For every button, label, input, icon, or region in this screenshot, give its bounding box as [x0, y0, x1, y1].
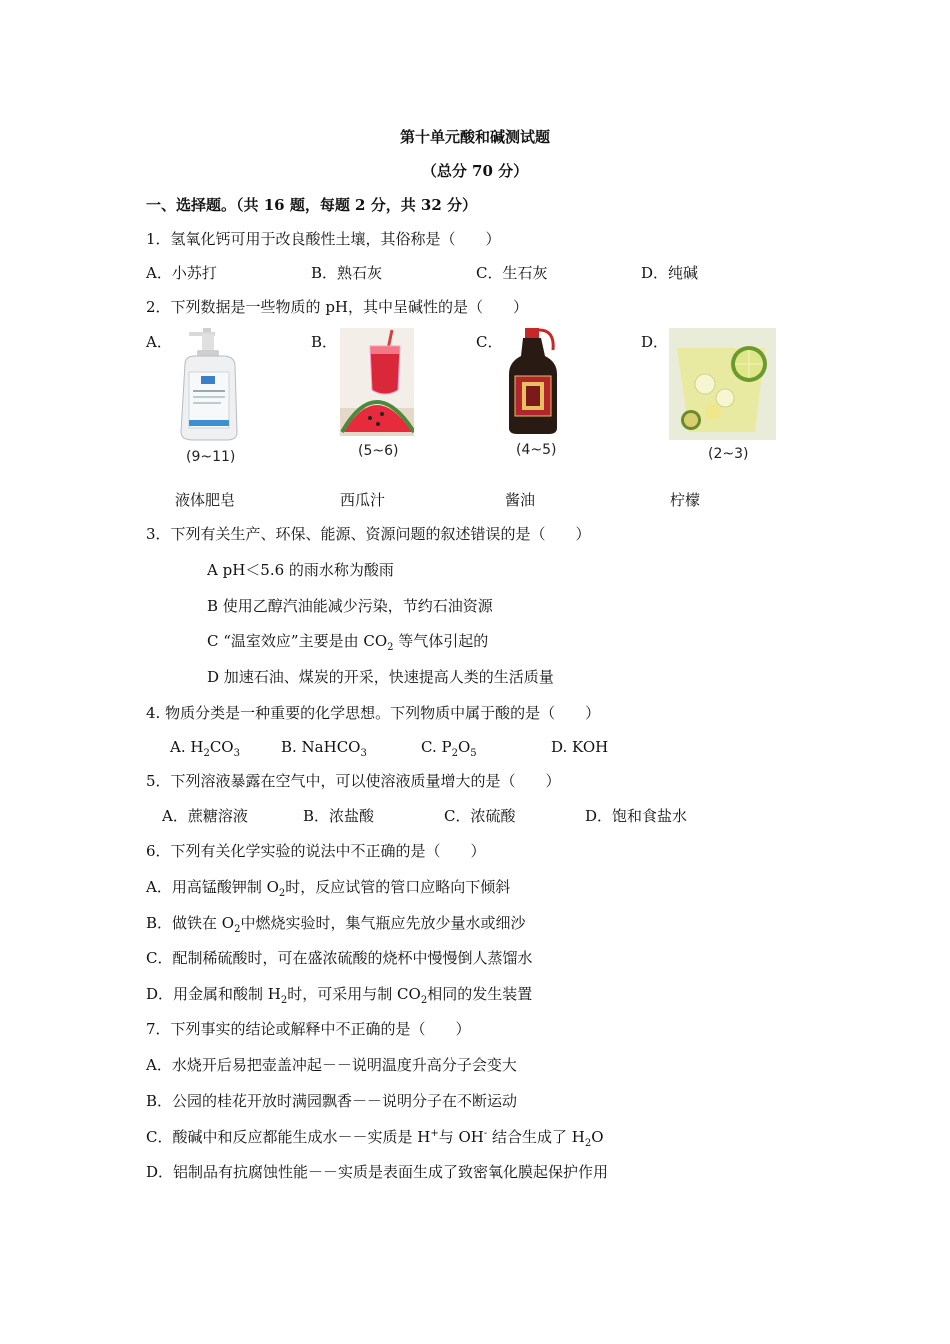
q5-option-c: C．浓硫酸 — [444, 807, 516, 825]
q3-option-b: B 使用乙醇汽油能减少污染，节约石油资源 — [207, 597, 493, 615]
q2-option-b-ph: (5~6) — [358, 443, 399, 459]
q2-option-c-ph: (4~5) — [516, 442, 557, 458]
q6-option-b: B．做铁在 $O_2$中燃烧实验时，集气瓶应先放少量水或细沙 — [146, 914, 526, 935]
q6-option-c: C．配制稀硫酸时，可在盛浓硫酸的烧杯中慢慢倒人蒸馏水 — [146, 949, 533, 967]
question-2-stem: 2．下列数据是一些物质的 pH，其中呈碱性的是（ ） — [146, 298, 528, 316]
soy-sauce-image — [505, 328, 561, 436]
question-3-stem: 3．下列有关生产、环保、能源、资源问题的叙述错误的是（ ） — [146, 525, 591, 543]
q4-option-c: C. $P_2O_5$ — [421, 738, 477, 759]
q2-option-b-letter: B． — [311, 333, 338, 351]
q3-option-a: A pH＜5.6 的雨水称为酸雨 — [207, 561, 394, 579]
q2-option-c-letter: C． — [476, 333, 503, 351]
q2-option-a-letter: A． — [146, 333, 172, 351]
q4-option-d: D. KOH — [551, 738, 609, 756]
section-heading: 一、选择题。（共 16 题，每题 2 分，共 32 分） — [146, 196, 478, 214]
q2-option-a-ph: (9~11) — [186, 449, 236, 465]
q2-option-d-letter: D． — [641, 333, 669, 351]
q5-option-a: A．蔗糖溶液 — [162, 807, 248, 825]
question-6-stem: 6．下列有关化学实验的说法中不正确的是（ ） — [146, 842, 486, 860]
q5-option-d: D．饱和食盐水 — [585, 807, 688, 825]
q2-option-b-name: 西瓜汁 — [340, 491, 386, 509]
watermelon-juice-image — [340, 328, 414, 436]
question-5-stem: 5．下列溶液暴露在空气中，可以使溶液质量增大的是（ ） — [146, 772, 561, 790]
page-subtitle: （总分 70 分） — [421, 162, 529, 180]
q4-option-a: A. $H_2CO_3$ — [170, 738, 240, 759]
q2-option-a-name: 液体肥皂 — [175, 491, 236, 509]
q7-option-b: B．公园的桂花开放时满园飘香－－说明分子在不断运动 — [146, 1092, 518, 1110]
q1-option-b: B．熟石灰 — [311, 264, 383, 282]
q3-option-c: C “温室效应”主要是由 $CO_2$ 等气体引起的 — [207, 632, 489, 653]
liquid-soap-image — [175, 328, 245, 443]
q1-option-a: A．小苏打 — [146, 264, 217, 282]
q2-option-c-name: 酱油 — [505, 491, 536, 509]
q2-option-d-name: 柠檬 — [670, 491, 701, 509]
question-7-stem: 7．下列事实的结论或解释中不正确的是（ ） — [146, 1020, 471, 1038]
question-1-stem: 1．氢氧化钙可用于改良酸性土壤，其俗称是（ ） — [146, 230, 501, 248]
q7-option-d: D．铝制品有抗腐蚀性能－－实质是表面生成了致密氧化膜起保护作用 — [146, 1163, 609, 1181]
q6-option-d: D．用金属和酸制 $H_2$时，可采用与制 $CO_2$相同的发生装置 — [146, 985, 533, 1006]
q2-option-d-ph: (2~3) — [708, 446, 749, 462]
lemon-drink-image — [669, 328, 776, 440]
q7-option-a: A．水烧开后易把壶盖冲起－－说明温度升高分子会变大 — [146, 1056, 517, 1074]
q5-option-b: B．浓盐酸 — [303, 807, 375, 825]
page-title: 第十单元酸和碱测试题 — [399, 128, 550, 146]
q1-option-d: D．纯碱 — [641, 264, 699, 282]
q1-option-c: C．生石灰 — [476, 264, 548, 282]
q4-option-b: B. NaHCO$_3$ — [281, 738, 367, 759]
question-4-stem: 4. 物质分类是一种重要的化学思想。下列物质中属于酸的是（ ） — [146, 704, 601, 722]
q6-option-a: A．用高锰酸钾制 $O_2$时，反应试管的管口应略向下倾斜 — [146, 878, 511, 899]
q3-option-d: D 加速石油、煤炭的开采，快速提高人类的生活质量 — [207, 668, 554, 686]
q7-option-c: C．酸碱中和反应都能生成水－－实质是 H+与 OH- 结合生成了 $H_2O$ — [146, 1128, 604, 1149]
